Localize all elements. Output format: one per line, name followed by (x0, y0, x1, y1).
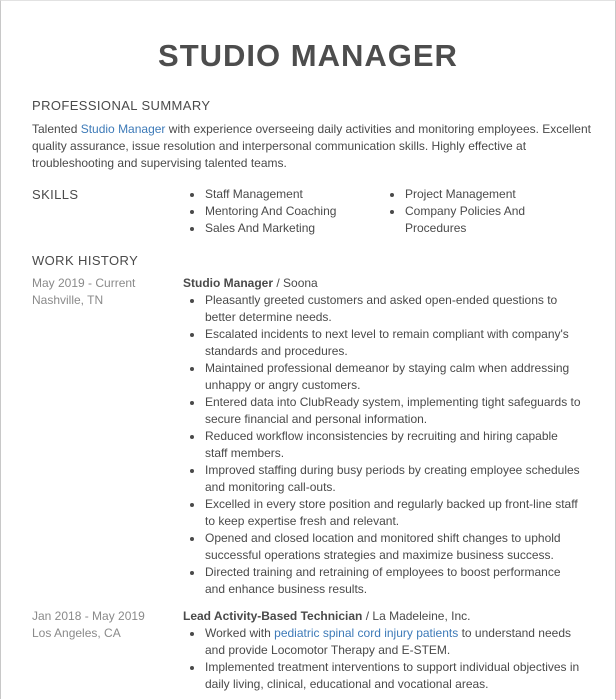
bullet-icon (190, 469, 194, 473)
job-dates: Jan 2018 - May 2019 (32, 609, 145, 623)
bullet-icon (190, 193, 194, 197)
bullet-icon (190, 367, 194, 371)
job-bullet: Worked with pediatric spinal cord injury patients to understand needs and provide Locomotor Therapy and E-STEM. (183, 625, 583, 659)
bullet-icon (190, 503, 194, 507)
job-bullets (183, 625, 583, 693)
bullet-icon (190, 227, 194, 231)
resume-title: STUDIO MANAGER (158, 38, 458, 73)
skills-list-left (183, 186, 373, 237)
job-bullet: Escalated incidents to next level to remain compliant with company's standards and procedures. (183, 326, 583, 360)
bullet-icon (190, 571, 194, 575)
skill-item: Staff Management (183, 186, 373, 203)
job-dates: May 2019 - Current (32, 276, 136, 290)
job-bullets (183, 292, 583, 598)
pediatric-patients-link[interactable]: pediatric spinal cord injury patients (274, 626, 459, 640)
job-bullet: Directed training and retraining of employees to boost performance and enhance business results. (183, 564, 583, 598)
job-bullet: Pleasantly greeted customers and asked open-ended questions to better determine needs. (183, 292, 583, 326)
skills-list-right (383, 186, 553, 237)
job-bullet: Opened and closed location and monitored shift changes to uphold successful operations strategies and maximize business success. (183, 530, 583, 564)
summary-prefix: Talented (32, 122, 81, 136)
job-bullet: Entered data into ClubReady system, implementing tight safeguards to secure financial and personal information. (183, 394, 583, 428)
bullet-icon (390, 210, 394, 214)
bullet-icon (190, 537, 194, 541)
bullet-icon (190, 333, 194, 337)
job-title-line: Studio Manager / Soona (183, 276, 318, 290)
job-bullet: Maintained professional demeanor by staying calm when addressing unhappy or angry customers. (183, 360, 583, 394)
studio-manager-link[interactable]: Studio Manager (80, 122, 166, 136)
bullet-icon (190, 435, 194, 439)
job-location: Los Angeles, CA (32, 626, 121, 640)
job-location: Nashville, TN (32, 293, 104, 307)
job-bullet: Reduced workflow inconsistencies by recruiting and hiring capable staff members. (183, 428, 583, 462)
job-title: Studio Manager (183, 276, 274, 290)
bullet-icon (190, 299, 194, 303)
summary-heading: PROFESSIONAL SUMMARY (32, 98, 211, 113)
summary-text (32, 121, 592, 172)
skill-item: Company Policies And Procedures (383, 203, 553, 237)
job-company: Soona (283, 276, 318, 290)
skill-item: Project Management (383, 186, 553, 203)
skill-item: Mentoring And Coaching (183, 203, 373, 220)
job-company: La Madeleine, Inc. (372, 609, 471, 623)
job-bullet: Improved staffing during busy periods by creating employee schedules and monitoring call-outs. (183, 462, 583, 496)
work-heading: WORK HISTORY (32, 253, 139, 268)
bullet-icon (190, 666, 194, 670)
bullet-icon (390, 193, 394, 197)
bullet-icon (190, 210, 194, 214)
bullet-icon (190, 632, 194, 636)
job-bullet: Implemented treatment interventions to support individual objectives in daily living, clinical, educational and vocational areas. (183, 659, 583, 693)
skill-item: Sales And Marketing (183, 220, 373, 237)
job-bullet: Excelled in every store position and regularly backed up front-line staff to keep expertise fresh and relevant. (183, 496, 583, 530)
job-title-line: Lead Activity-Based Technician / La Madeleine, Inc. (183, 609, 471, 623)
summary-rest: with experience overseeing daily activities and monitoring employees. Excellent quality assurance, issue resolution and interpersonal communication skills. Highly effective at troubleshooting and supervising talented teams. (32, 122, 591, 170)
skills-heading: SKILLS (32, 187, 79, 202)
job-title: Lead Activity-Based Technician (183, 609, 363, 623)
bullet-icon (190, 401, 194, 405)
